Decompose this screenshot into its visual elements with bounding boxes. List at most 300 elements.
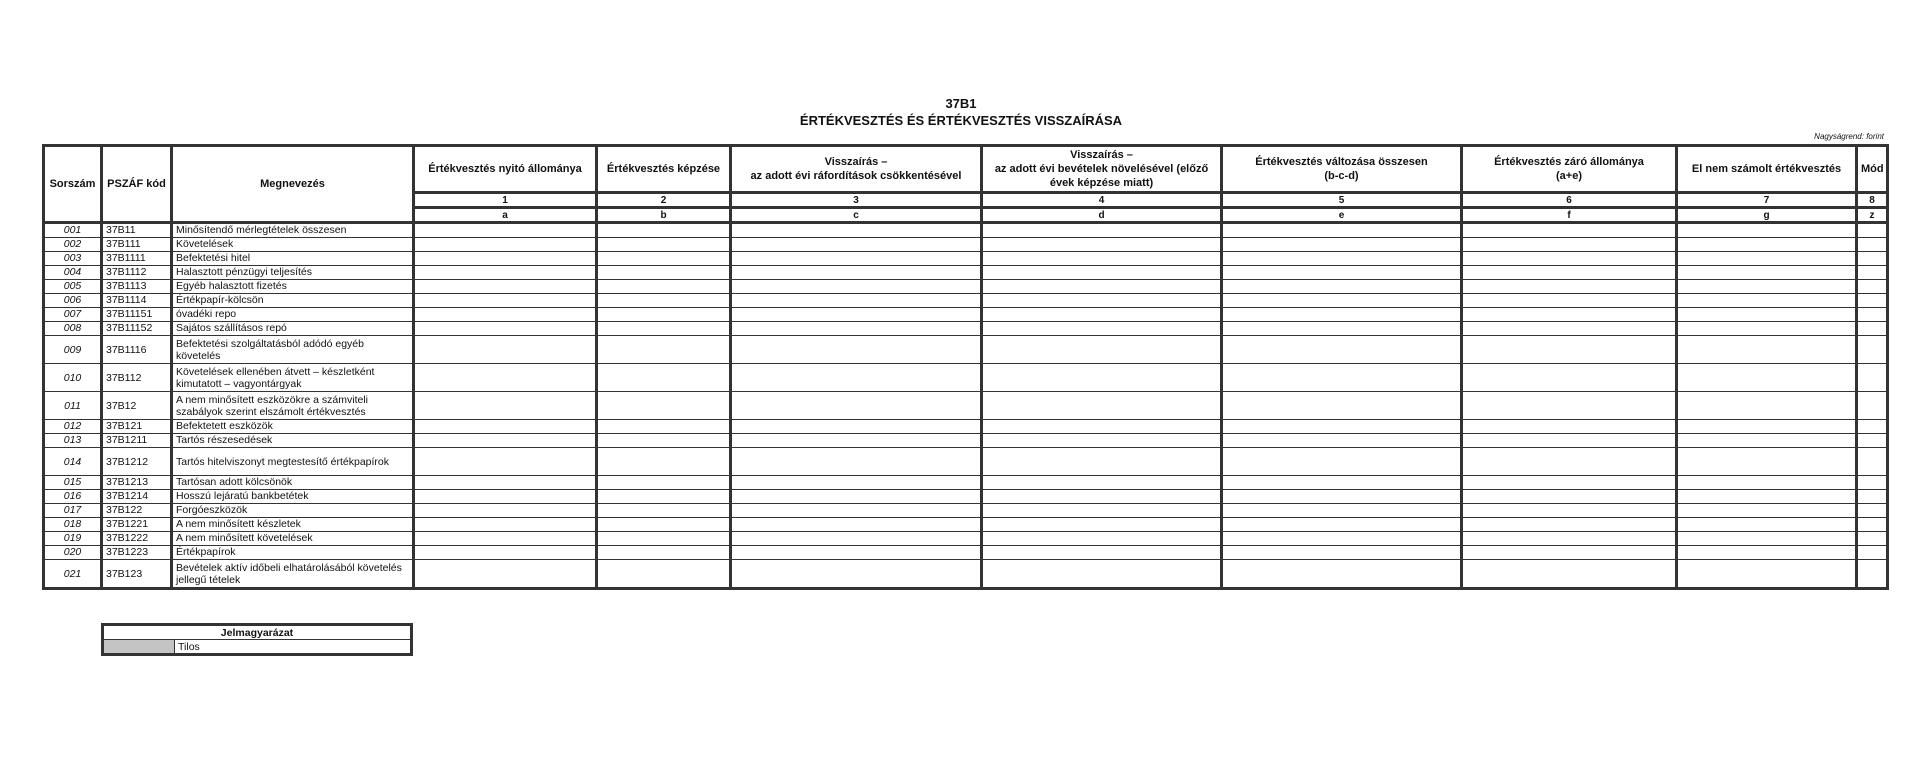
value-cell[interactable]	[1857, 518, 1888, 532]
row-megnevezes: A nem minősített követelések	[172, 532, 414, 546]
header-col-line1: Értékvesztés változása összesen	[1255, 156, 1428, 168]
header-col-line1: Értékvesztés nyitó állománya	[428, 163, 582, 175]
value-cell[interactable]	[1857, 294, 1888, 308]
value-cell[interactable]	[1462, 420, 1677, 434]
value-cell[interactable]	[1462, 518, 1677, 532]
value-cell[interactable]	[731, 420, 982, 434]
value-cell[interactable]	[414, 336, 597, 364]
value-cell[interactable]	[1677, 223, 1857, 238]
table-row	[44, 546, 1888, 560]
value-cell[interactable]	[1857, 490, 1888, 504]
row-megnevezes: Forgóeszközök	[172, 504, 414, 518]
column-letter: d	[982, 208, 1222, 223]
value-cell[interactable]	[1857, 336, 1888, 364]
value-cell[interactable]	[1677, 308, 1857, 322]
row-pszaf-kod: 37B1211	[102, 434, 172, 448]
value-cell[interactable]	[414, 434, 597, 448]
value-cell[interactable]	[982, 238, 1222, 252]
value-cell[interactable]	[1462, 392, 1677, 420]
value-cell[interactable]	[1857, 560, 1888, 589]
header-col	[597, 146, 731, 193]
value-cell[interactable]	[1857, 364, 1888, 392]
value-cell[interactable]	[1677, 518, 1857, 532]
table-row	[44, 504, 1888, 518]
value-cell[interactable]	[731, 504, 982, 518]
value-cell[interactable]	[1677, 546, 1857, 560]
value-cell[interactable]	[1677, 476, 1857, 490]
value-cell[interactable]	[1222, 364, 1462, 392]
value-cell[interactable]	[731, 308, 982, 322]
value-cell[interactable]	[731, 476, 982, 490]
value-cell[interactable]	[1462, 238, 1677, 252]
row-sorszam: 005	[44, 280, 102, 294]
value-cell[interactable]	[1677, 560, 1857, 589]
value-cell[interactable]	[1222, 448, 1462, 476]
value-cell[interactable]	[731, 448, 982, 476]
value-cell[interactable]	[1677, 238, 1857, 252]
value-cell[interactable]	[597, 504, 731, 518]
value-cell[interactable]	[1677, 336, 1857, 364]
value-cell[interactable]	[414, 532, 597, 546]
value-cell[interactable]	[731, 223, 982, 238]
value-cell[interactable]	[731, 252, 982, 266]
value-cell[interactable]	[731, 434, 982, 448]
column-number: 2	[597, 193, 731, 208]
row-pszaf-kod: 37B1113	[102, 280, 172, 294]
value-cell[interactable]	[414, 504, 597, 518]
value-cell[interactable]	[731, 392, 982, 420]
unit-note: Nagyságrend: forint	[1814, 132, 1884, 141]
value-cell[interactable]	[982, 532, 1222, 546]
data-table	[42, 144, 1889, 590]
value-cell[interactable]	[1677, 448, 1857, 476]
value-cell[interactable]	[731, 364, 982, 392]
value-cell[interactable]	[1222, 546, 1462, 560]
table-row	[44, 266, 1888, 280]
row-megnevezes: Egyéb halasztott fizetés	[172, 280, 414, 294]
row-pszaf-kod: 37B1114	[102, 294, 172, 308]
header-pszaf-kod: PSZÁF kód	[102, 146, 172, 223]
row-pszaf-kod: 37B11151	[102, 308, 172, 322]
row-megnevezes: Tartós részesedések	[172, 434, 414, 448]
value-cell[interactable]	[414, 223, 597, 238]
value-cell[interactable]	[597, 266, 731, 280]
table-row	[44, 280, 1888, 294]
value-cell[interactable]	[1857, 280, 1888, 294]
value-cell[interactable]	[1462, 532, 1677, 546]
value-cell[interactable]	[1857, 448, 1888, 476]
value-cell[interactable]	[414, 490, 597, 504]
row-sorszam: 009	[44, 336, 102, 364]
row-pszaf-kod: 37B1221	[102, 518, 172, 532]
value-cell[interactable]	[1677, 322, 1857, 336]
value-cell[interactable]	[414, 266, 597, 280]
value-cell[interactable]	[597, 223, 731, 238]
value-cell[interactable]	[414, 476, 597, 490]
row-megnevezes: Tartósan adott kölcsönök	[172, 476, 414, 490]
table-row	[44, 490, 1888, 504]
column-number: 3	[731, 193, 982, 208]
header-sorszam: Sorszám	[44, 146, 102, 223]
value-cell[interactable]	[731, 336, 982, 364]
column-number: 4	[982, 193, 1222, 208]
value-cell[interactable]	[982, 476, 1222, 490]
row-sorszam: 017	[44, 504, 102, 518]
value-cell[interactable]	[597, 392, 731, 420]
row-sorszam: 014	[44, 448, 102, 476]
row-sorszam: 016	[44, 490, 102, 504]
value-cell[interactable]	[982, 448, 1222, 476]
value-cell[interactable]	[1857, 420, 1888, 434]
column-letter: b	[597, 208, 731, 223]
value-cell[interactable]	[597, 252, 731, 266]
column-number: 1	[414, 193, 597, 208]
value-cell[interactable]	[1222, 266, 1462, 280]
column-letter: c	[731, 208, 982, 223]
row-sorszam: 004	[44, 266, 102, 280]
value-cell[interactable]	[1222, 504, 1462, 518]
row-sorszam: 011	[44, 392, 102, 420]
value-cell[interactable]	[1222, 392, 1462, 420]
value-cell[interactable]	[731, 560, 982, 589]
value-cell[interactable]	[731, 322, 982, 336]
row-sorszam: 006	[44, 294, 102, 308]
value-cell[interactable]	[1677, 434, 1857, 448]
row-megnevezes: Befektetési szolgáltatásból adódó egyéb követelés	[172, 336, 414, 364]
column-letter: g	[1677, 208, 1857, 223]
value-cell[interactable]	[1677, 504, 1857, 518]
value-cell[interactable]	[982, 560, 1222, 589]
table-row	[44, 448, 1888, 476]
value-cell[interactable]	[1462, 434, 1677, 448]
row-pszaf-kod: 37B112	[102, 364, 172, 392]
table-row	[44, 322, 1888, 336]
header-col	[1462, 146, 1677, 193]
value-cell[interactable]	[597, 532, 731, 546]
table-row	[44, 336, 1888, 364]
value-cell[interactable]	[1222, 434, 1462, 448]
header-megnevezes: Megnevezés	[172, 146, 414, 223]
header-col	[414, 146, 597, 193]
row-megnevezes: Követelések	[172, 238, 414, 252]
value-cell[interactable]	[597, 518, 731, 532]
row-sorszam: 001	[44, 223, 102, 238]
header-col	[1222, 146, 1462, 193]
value-cell[interactable]	[1677, 420, 1857, 434]
value-cell[interactable]	[982, 223, 1222, 238]
value-cell[interactable]	[414, 392, 597, 420]
value-cell[interactable]	[982, 504, 1222, 518]
value-cell[interactable]	[597, 420, 731, 434]
row-sorszam: 008	[44, 322, 102, 336]
value-cell[interactable]	[1857, 546, 1888, 560]
value-cell[interactable]	[1462, 490, 1677, 504]
value-cell[interactable]	[1222, 294, 1462, 308]
value-cell[interactable]	[1222, 252, 1462, 266]
value-cell[interactable]	[982, 252, 1222, 266]
value-cell[interactable]	[982, 420, 1222, 434]
row-sorszam: 010	[44, 364, 102, 392]
column-letter: z	[1857, 208, 1888, 223]
legend-swatch	[103, 640, 175, 655]
value-cell[interactable]	[414, 308, 597, 322]
row-megnevezes: Befektetési hitel	[172, 252, 414, 266]
header-col-line2: az adott évi bevételek növelésével (előző évek képzése miatt)	[994, 163, 1209, 189]
value-cell[interactable]	[982, 294, 1222, 308]
row-pszaf-kod: 37B1213	[102, 476, 172, 490]
value-cell[interactable]	[731, 518, 982, 532]
value-cell[interactable]	[1462, 266, 1677, 280]
row-megnevezes: A nem minősített eszközökre a számviteli szabályok szerint elszámolt értékvesztés	[172, 392, 414, 420]
value-cell[interactable]	[1857, 532, 1888, 546]
value-cell[interactable]	[731, 532, 982, 546]
row-megnevezes: Bevételek aktív időbeli elhatárolásából követelés jellegű tételek	[172, 560, 414, 589]
row-sorszam: 019	[44, 532, 102, 546]
value-cell[interactable]	[731, 490, 982, 504]
value-cell[interactable]	[597, 560, 731, 589]
value-cell[interactable]	[1857, 476, 1888, 490]
value-cell[interactable]	[982, 434, 1222, 448]
row-megnevezes: Tartós hitelviszonyt megtestesítő értékpapírok	[172, 448, 414, 476]
table-row	[44, 252, 1888, 266]
table-row	[44, 518, 1888, 532]
row-megnevezes: Befektetett eszközök	[172, 420, 414, 434]
header-col	[1857, 146, 1888, 193]
row-megnevezes: Követelések ellenében átvett – készletként kimutatott – vagyontárgyak	[172, 364, 414, 392]
value-cell[interactable]	[1462, 504, 1677, 518]
header-col	[982, 146, 1222, 193]
value-cell[interactable]	[982, 392, 1222, 420]
row-pszaf-kod: 37B122	[102, 504, 172, 518]
row-sorszam: 012	[44, 420, 102, 434]
column-letter: a	[414, 208, 597, 223]
value-cell[interactable]	[1462, 308, 1677, 322]
legend-title: Jelmagyarázat	[103, 625, 412, 640]
value-cell[interactable]	[1222, 532, 1462, 546]
value-cell[interactable]	[731, 238, 982, 252]
row-pszaf-kod: 37B111	[102, 238, 172, 252]
value-cell[interactable]	[1222, 238, 1462, 252]
value-cell[interactable]	[982, 490, 1222, 504]
form-code: 37B1	[945, 96, 977, 111]
table-row	[44, 560, 1888, 589]
row-pszaf-kod: 37B12	[102, 392, 172, 420]
column-number: 8	[1857, 193, 1888, 208]
value-cell[interactable]	[1857, 392, 1888, 420]
column-letter: f	[1462, 208, 1677, 223]
row-pszaf-kod: 37B1214	[102, 490, 172, 504]
table-row	[44, 294, 1888, 308]
value-cell[interactable]	[597, 336, 731, 364]
value-cell[interactable]	[1222, 308, 1462, 322]
value-cell[interactable]	[1462, 448, 1677, 476]
column-number: 7	[1677, 193, 1857, 208]
form-title: ÉRTÉKVESZTÉS ÉS ÉRTÉKVESZTÉS VISSZAÍRÁSA	[799, 113, 1123, 128]
value-cell[interactable]	[1462, 560, 1677, 589]
value-cell[interactable]	[1462, 223, 1677, 238]
value-cell[interactable]	[1677, 490, 1857, 504]
row-sorszam: 003	[44, 252, 102, 266]
row-megnevezes: Minősítendő mérlegtételek összesen	[172, 223, 414, 238]
value-cell[interactable]	[1222, 223, 1462, 238]
value-cell[interactable]	[1462, 364, 1677, 392]
value-cell[interactable]	[1677, 266, 1857, 280]
value-cell[interactable]	[1857, 434, 1888, 448]
value-cell[interactable]	[982, 364, 1222, 392]
legend-tilos-label: Tilos	[175, 640, 412, 655]
row-pszaf-kod: 37B1112	[102, 266, 172, 280]
value-cell[interactable]	[1857, 252, 1888, 266]
value-cell[interactable]	[597, 476, 731, 490]
column-letter: e	[1222, 208, 1462, 223]
table-row	[44, 223, 1888, 238]
header-col-line2: (b-c-d)	[1324, 170, 1359, 182]
value-cell[interactable]	[1222, 322, 1462, 336]
column-number: 6	[1462, 193, 1677, 208]
value-cell[interactable]	[414, 420, 597, 434]
table-row	[44, 392, 1888, 420]
value-cell[interactable]	[1462, 476, 1677, 490]
value-cell[interactable]	[414, 518, 597, 532]
value-cell[interactable]	[414, 448, 597, 476]
value-cell[interactable]	[1857, 266, 1888, 280]
value-cell[interactable]	[1222, 336, 1462, 364]
value-cell[interactable]	[1857, 504, 1888, 518]
header-col-line1: Visszaírás –	[1070, 149, 1133, 161]
value-cell[interactable]	[1222, 518, 1462, 532]
value-cell[interactable]	[414, 364, 597, 392]
table-row	[44, 364, 1888, 392]
table-row	[44, 532, 1888, 546]
table-row	[44, 238, 1888, 252]
value-cell[interactable]	[414, 560, 597, 589]
header-col-line1: Értékvesztés képzése	[606, 163, 721, 175]
row-megnevezes: Értékpapír-kölcsön	[172, 294, 414, 308]
header-col-line1: Értékvesztés záró állománya	[1494, 156, 1644, 168]
value-cell[interactable]	[597, 280, 731, 294]
value-cell[interactable]	[597, 322, 731, 336]
value-cell[interactable]	[1677, 364, 1857, 392]
value-cell[interactable]	[982, 266, 1222, 280]
table-row	[44, 476, 1888, 490]
header-col-line1: Mód	[1861, 163, 1884, 175]
value-cell[interactable]	[731, 294, 982, 308]
row-pszaf-kod: 37B11	[102, 223, 172, 238]
header-col	[731, 146, 982, 193]
title-block	[0, 96, 1922, 129]
value-cell[interactable]	[597, 294, 731, 308]
table-row	[44, 420, 1888, 434]
row-sorszam: 018	[44, 518, 102, 532]
value-cell[interactable]	[414, 294, 597, 308]
row-megnevezes: Értékpapírok	[172, 546, 414, 560]
value-cell[interactable]	[1222, 476, 1462, 490]
value-cell[interactable]	[982, 518, 1222, 532]
row-megnevezes: Sajátos szállításos repó	[172, 322, 414, 336]
row-sorszam: 021	[44, 560, 102, 589]
header-col-line2: az adott évi ráfordítások csökkentésével	[750, 170, 962, 182]
value-cell[interactable]	[1677, 294, 1857, 308]
value-cell[interactable]	[1857, 308, 1888, 322]
value-cell[interactable]	[597, 364, 731, 392]
value-cell[interactable]	[1677, 392, 1857, 420]
row-pszaf-kod: 37B11152	[102, 322, 172, 336]
value-cell[interactable]	[414, 252, 597, 266]
value-cell[interactable]	[1222, 490, 1462, 504]
value-cell[interactable]	[414, 322, 597, 336]
value-cell[interactable]	[597, 546, 731, 560]
value-cell[interactable]	[1462, 322, 1677, 336]
header-col-line1: El nem számolt értékvesztés	[1691, 163, 1842, 175]
header-col-line2: (a+e)	[1556, 170, 1582, 182]
row-pszaf-kod: 37B1212	[102, 448, 172, 476]
value-cell[interactable]	[1677, 532, 1857, 546]
row-pszaf-kod: 37B1223	[102, 546, 172, 560]
row-sorszam: 002	[44, 238, 102, 252]
legend-table	[101, 623, 413, 656]
value-cell[interactable]	[414, 238, 597, 252]
row-pszaf-kod: 37B1111	[102, 252, 172, 266]
header-col-line1: Visszaírás –	[824, 156, 888, 168]
row-pszaf-kod: 37B123	[102, 560, 172, 589]
column-number: 5	[1222, 193, 1462, 208]
value-cell[interactable]	[731, 280, 982, 294]
row-megnevezes: A nem minősített készletek	[172, 518, 414, 532]
value-cell[interactable]	[1462, 336, 1677, 364]
value-cell[interactable]	[414, 546, 597, 560]
value-cell[interactable]	[597, 238, 731, 252]
header-col	[1677, 146, 1857, 193]
value-cell[interactable]	[982, 280, 1222, 294]
value-cell[interactable]	[1222, 280, 1462, 294]
value-cell[interactable]	[1462, 294, 1677, 308]
value-cell[interactable]	[982, 546, 1222, 560]
value-cell[interactable]	[597, 448, 731, 476]
value-cell[interactable]	[1857, 322, 1888, 336]
row-megnevezes: óvadéki repo	[172, 308, 414, 322]
row-sorszam: 013	[44, 434, 102, 448]
value-cell[interactable]	[597, 434, 731, 448]
row-sorszam: 007	[44, 308, 102, 322]
value-cell[interactable]	[1462, 546, 1677, 560]
value-cell[interactable]	[1677, 280, 1857, 294]
value-cell[interactable]	[414, 280, 597, 294]
table-row	[44, 308, 1888, 322]
value-cell[interactable]	[597, 308, 731, 322]
value-cell[interactable]	[982, 336, 1222, 364]
value-cell[interactable]	[597, 490, 731, 504]
row-megnevezes: Hosszú lejáratú bankbetétek	[172, 490, 414, 504]
value-cell[interactable]	[1677, 252, 1857, 266]
value-cell[interactable]	[731, 546, 982, 560]
value-cell[interactable]	[1222, 560, 1462, 589]
value-cell[interactable]	[1462, 280, 1677, 294]
row-sorszam: 015	[44, 476, 102, 490]
value-cell[interactable]	[982, 322, 1222, 336]
row-pszaf-kod: 37B1116	[102, 336, 172, 364]
row-megnevezes: Halasztott pénzügyi teljesítés	[172, 266, 414, 280]
row-pszaf-kod: 37B1222	[102, 532, 172, 546]
table-row	[44, 434, 1888, 448]
value-cell[interactable]	[731, 266, 982, 280]
value-cell[interactable]	[1857, 238, 1888, 252]
value-cell[interactable]	[1857, 223, 1888, 238]
row-sorszam: 020	[44, 546, 102, 560]
value-cell[interactable]	[1462, 252, 1677, 266]
value-cell[interactable]	[1222, 420, 1462, 434]
value-cell[interactable]	[982, 308, 1222, 322]
row-pszaf-kod: 37B121	[102, 420, 172, 434]
